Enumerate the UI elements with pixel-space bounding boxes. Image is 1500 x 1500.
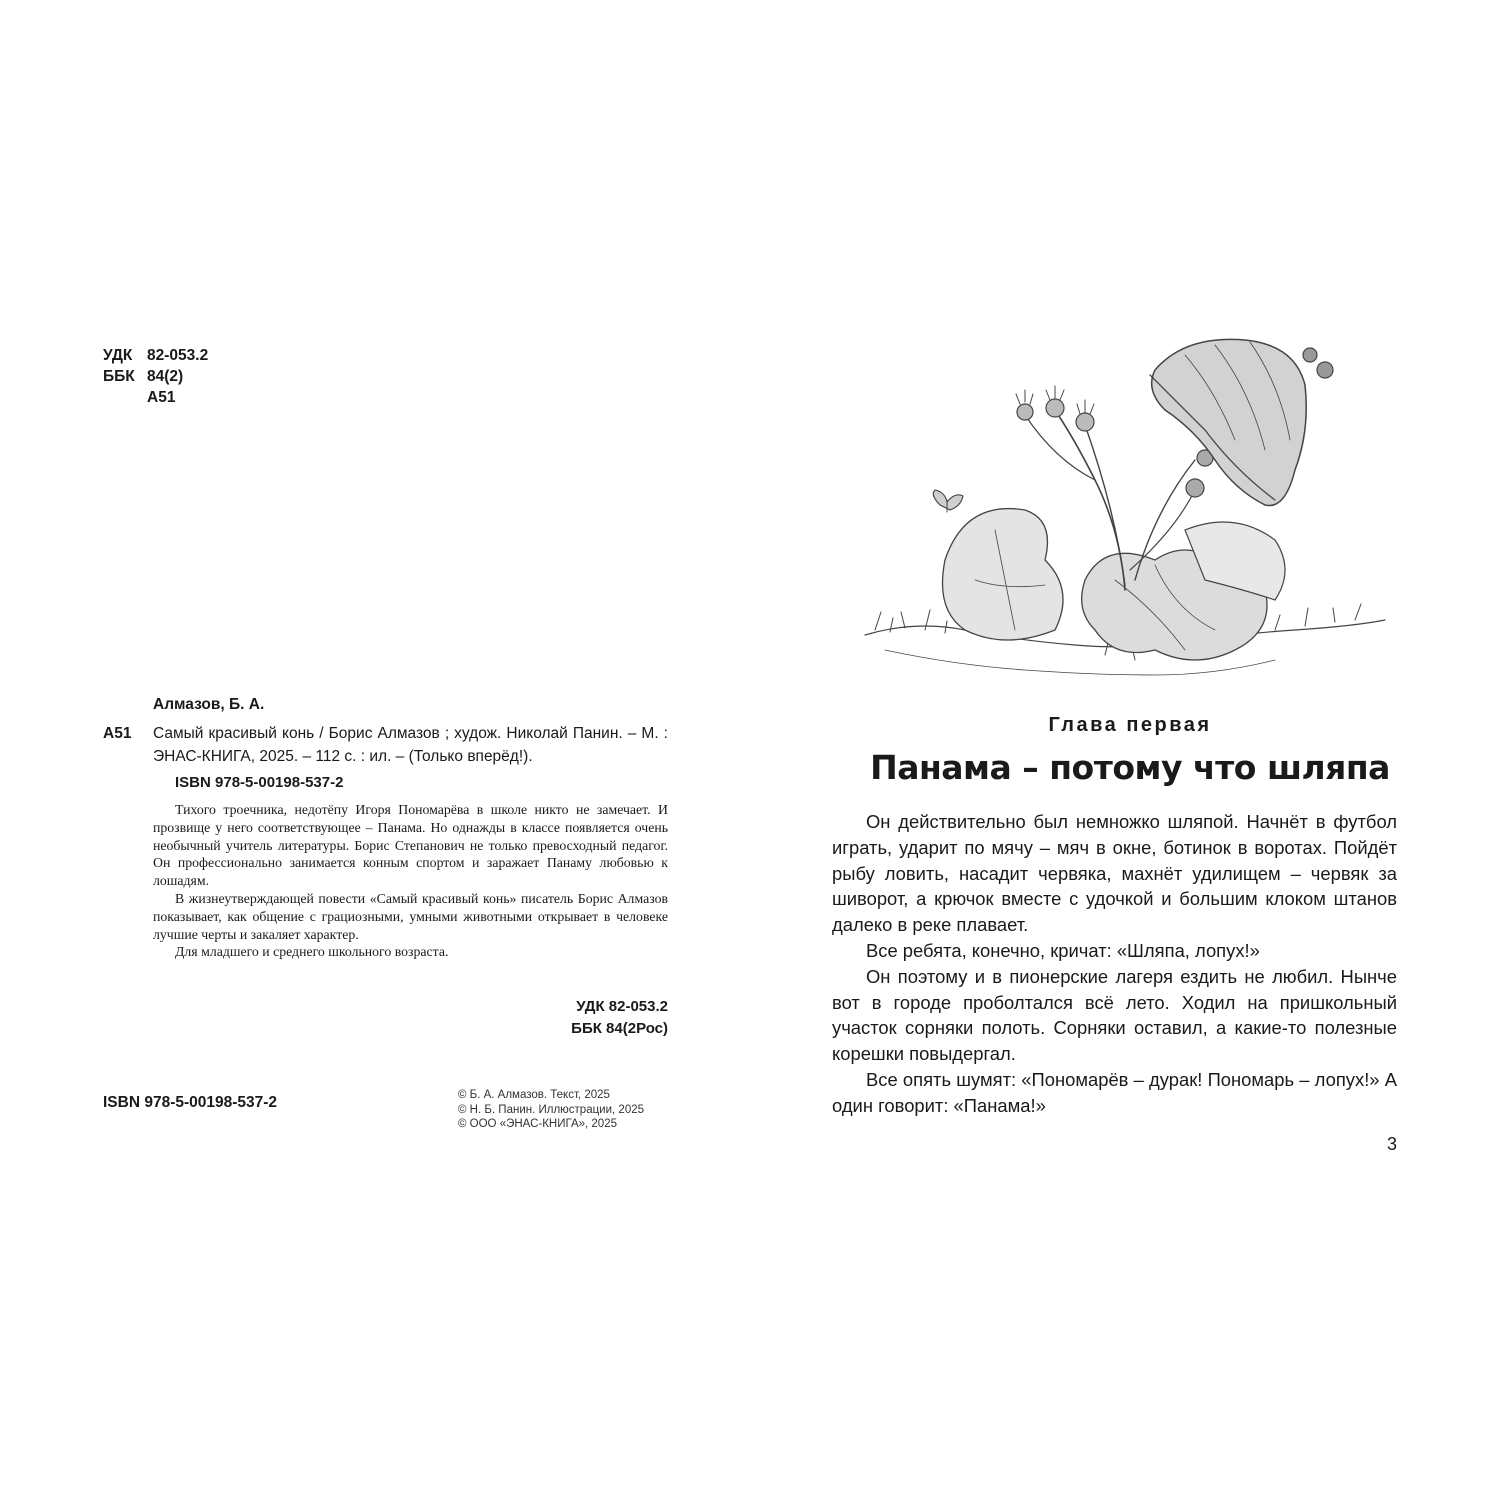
body-paragraph: Все опять шумят: «Пономарёв – дурак! Пономарь – лопух!» А один говорит: «Панама!» [832, 1068, 1397, 1116]
copyright-line: © Б. А. Алмазов. Текст, 2025 [458, 1089, 610, 1101]
body-paragraph: Он поэтому и в пионерские лагеря ездить не любил. Нынче вот в городе проболтался всё лето. Ходил на пришкольный участок сорняки полоть. Сорняки оставил, а какие-то полезные корешки повыдергал. [832, 965, 1397, 1065]
isbn-entry: ISBN 978-5-00198-537-2 [175, 774, 344, 791]
annotation [153, 801, 668, 961]
classification-bottom [571, 996, 668, 1040]
chapter-title: Панама – потому что шляпа [870, 748, 1390, 787]
bbk-line: ББК 84(2) [103, 368, 184, 385]
udk-bottom: УДК 82-053.2 [576, 998, 668, 1015]
bbk-bottom: ББК 84(2Рос) [571, 1020, 668, 1037]
copyrights [458, 1088, 644, 1132]
annotation-paragraph: Тихого троечника, недотёпу Игоря Пономарёва в школе никто не замечает. И прозвище у него соответствующее – Панама. Но однажды в классе появляется очень необычный учитель литературы. Борис Степанович не только превосходный педагог. Он профессионально занимается конным спортом и заражает Панаму любовью к лошадям. [153, 802, 668, 889]
body-paragraph: Он действительно был немножко шляпой. Начнёт в футбол играть, ударит по мячу – мяч в окне, ботинок в воротах. Пойдёт рыбу ловить, насадит червяка, махнёт удилищем – червяк за шиворот, а крючок вместе с удочкой и большим клоком штанов далеко в реке плавает. [832, 811, 1397, 936]
copyright-line: © ООО «ЭНАС-КНИГА», 2025 [458, 1118, 617, 1130]
bibliographic-entry: Самый красивый конь / Борис Алмазов ; худож. Николай Панин. – М. : ЭНАС-КНИГА, 2025. – 112 с. : ил. – (Только вперёд!). [153, 725, 668, 765]
author-heading: Алмазов, Б. А. [153, 696, 265, 713]
chapter-label: Глава первая [1048, 714, 1212, 736]
udk-line: УДК 82-053.2 [103, 347, 209, 364]
annotation-paragraph: Для младшего и среднего школьного возраста. [175, 944, 449, 960]
annotation-paragraph: В жизнеутверждающей повести «Самый красивый конь» писатель Борис Алмазов показывает, как общение с грациозными, умными животными открывает в человеке лучшие черты и закаляет характер. [153, 890, 668, 942]
body-paragraph: Все ребята, конечно, кричат: «Шляпа, лопух!» [866, 939, 1260, 961]
page-number: 3 [1387, 1134, 1398, 1154]
classification-top [103, 345, 208, 408]
author-mark: А51 [103, 725, 132, 742]
isbn-bottom: ISBN 978-5-00198-537-2 [103, 1094, 278, 1111]
author-mark-line: А51 [147, 389, 176, 406]
copyright-line: © Н. Б. Панин. Иллюстрации, 2025 [458, 1103, 645, 1116]
chapter-body [832, 809, 1397, 1119]
hat-on-flower-illustration [855, 330, 1395, 700]
